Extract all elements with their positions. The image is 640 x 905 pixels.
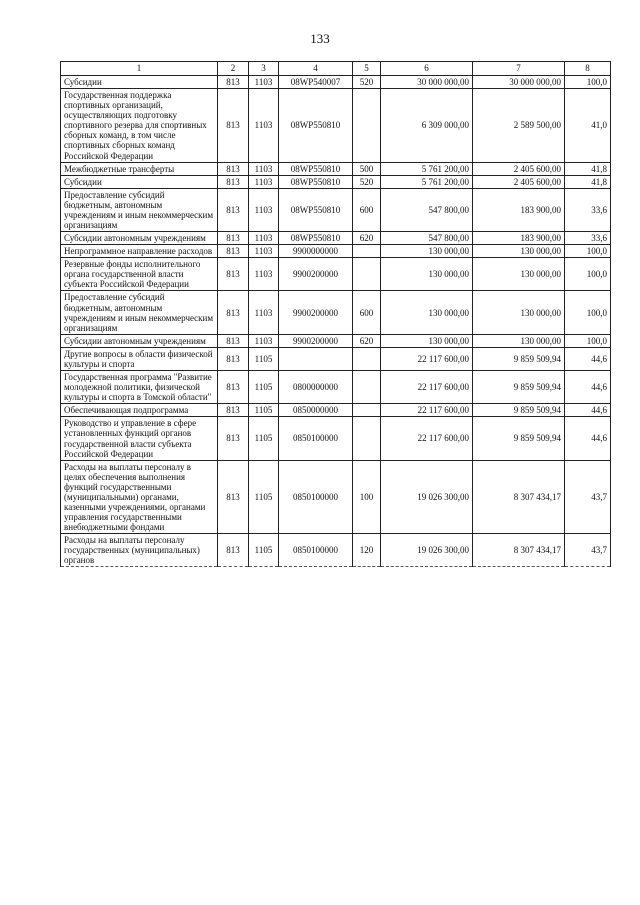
row-code-5: 620 — [353, 232, 381, 245]
row-amount-planned: 5 761 200,00 — [381, 162, 473, 175]
row-code-2: 813 — [218, 175, 249, 188]
row-amount-actual: 130 000,00 — [473, 245, 565, 258]
row-name: Предоставление субсидий бюджетным, автономным учреждениям и иным некоммерческим организациям — [61, 188, 218, 231]
row-code-4: 08WP550810 — [279, 175, 353, 188]
row-amount-planned: 22 117 600,00 — [381, 417, 473, 460]
row-amount-planned: 19 026 300,00 — [381, 534, 473, 567]
row-code-5 — [353, 347, 381, 370]
table-row — [61, 334, 611, 347]
row-code-2: 813 — [218, 334, 249, 347]
row-name: Непрограммное направление расходов — [61, 245, 218, 258]
row-code-5: 620 — [353, 334, 381, 347]
row-code-4: 0850100000 — [279, 534, 353, 567]
row-amount-planned: 547 800,00 — [381, 232, 473, 245]
row-amount-actual: 8 307 434,17 — [473, 534, 565, 567]
row-amount-planned: 130 000,00 — [381, 334, 473, 347]
row-code-3: 1105 — [249, 417, 279, 460]
row-name: Государственная поддержка спортивных организаций, осуществляющих подготовку спортивного резерва для спортивных сборных команд, в том числе спортивных сборных команд Российской Федерации — [61, 89, 218, 163]
column-header-8: 8 — [565, 62, 611, 76]
row-code-5: 600 — [353, 291, 381, 334]
row-amount-actual: 9 859 509,94 — [473, 417, 565, 460]
row-code-4: 08WP550810 — [279, 89, 353, 163]
row-code-4: 9900200000 — [279, 258, 353, 291]
table-row — [61, 258, 611, 291]
row-code-3: 1103 — [249, 258, 279, 291]
row-amount-actual: 130 000,00 — [473, 291, 565, 334]
row-code-5: 500 — [353, 162, 381, 175]
row-percent: 44,6 — [565, 404, 611, 417]
row-code-4: 0850100000 — [279, 460, 353, 534]
row-amount-actual: 30 000 000,00 — [473, 76, 565, 89]
row-code-3: 1103 — [249, 76, 279, 89]
column-header-1: 1 — [61, 62, 218, 76]
table-row — [61, 534, 611, 567]
row-percent: 44,6 — [565, 371, 611, 404]
table-row — [61, 162, 611, 175]
row-code-3: 1103 — [249, 89, 279, 163]
table-body — [61, 76, 611, 567]
row-code-5 — [353, 404, 381, 417]
table-row — [61, 460, 611, 534]
row-code-2: 813 — [218, 76, 249, 89]
row-percent: 41,8 — [565, 162, 611, 175]
row-name: Руководство и управление в сфере установленных функций органов государственной власти субъекта Российской Федерации — [61, 417, 218, 460]
table-row — [61, 291, 611, 334]
row-code-2: 813 — [218, 371, 249, 404]
row-name: Субсидии — [61, 175, 218, 188]
row-code-2: 813 — [218, 188, 249, 231]
row-code-4: 0800000000 — [279, 371, 353, 404]
row-amount-planned: 19 026 300,00 — [381, 460, 473, 534]
row-amount-actual: 2 405 600,00 — [473, 162, 565, 175]
header-row — [61, 62, 611, 76]
row-name: Расходы на выплаты персоналу в целях обеспечения выполнения функций государственными (муниципальными) органами, казенными учреждениями, органами управления государственными внебюджетными фондами — [61, 460, 218, 534]
row-code-4: 9900000000 — [279, 245, 353, 258]
row-code-5: 120 — [353, 534, 381, 567]
column-header-2: 2 — [218, 62, 249, 76]
column-header-5: 5 — [353, 62, 381, 76]
row-percent: 41,8 — [565, 175, 611, 188]
column-header-3: 3 — [249, 62, 279, 76]
row-code-2: 813 — [218, 258, 249, 291]
row-code-3: 1105 — [249, 347, 279, 370]
row-amount-actual: 8 307 434,17 — [473, 460, 565, 534]
row-code-3: 1103 — [249, 334, 279, 347]
table-row — [61, 89, 611, 163]
row-code-5 — [353, 258, 381, 291]
row-code-3: 1103 — [249, 291, 279, 334]
row-code-5: 600 — [353, 188, 381, 231]
row-code-5: 520 — [353, 175, 381, 188]
row-amount-actual: 9 859 509,94 — [473, 371, 565, 404]
table-row — [61, 245, 611, 258]
row-percent: 100,0 — [565, 76, 611, 89]
row-amount-actual: 2 589 500,00 — [473, 89, 565, 163]
row-amount-actual: 9 859 509,94 — [473, 404, 565, 417]
row-amount-planned: 130 000,00 — [381, 258, 473, 291]
row-amount-actual: 183 900,00 — [473, 232, 565, 245]
row-amount-planned: 6 309 000,00 — [381, 89, 473, 163]
row-code-2: 813 — [218, 245, 249, 258]
row-amount-actual: 9 859 509,94 — [473, 347, 565, 370]
row-percent: 100,0 — [565, 291, 611, 334]
row-name: Расходы на выплаты персоналу государственных (муниципальных) органов — [61, 534, 218, 567]
row-name: Субсидии — [61, 76, 218, 89]
row-amount-planned: 130 000,00 — [381, 291, 473, 334]
table-row — [61, 175, 611, 188]
row-code-5 — [353, 245, 381, 258]
row-percent: 44,6 — [565, 417, 611, 460]
row-amount-planned: 547 800,00 — [381, 188, 473, 231]
row-code-4: 08WP550810 — [279, 162, 353, 175]
row-amount-actual: 130 000,00 — [473, 258, 565, 291]
row-percent: 100,0 — [565, 245, 611, 258]
row-code-3: 1103 — [249, 245, 279, 258]
table-row — [61, 371, 611, 404]
table-row — [61, 347, 611, 370]
row-code-5 — [353, 417, 381, 460]
page-number: 133 — [310, 31, 330, 46]
row-code-4 — [279, 347, 353, 370]
row-name: Предоставление субсидий бюджетным, автономным учреждениям и иным некоммерческим организациям — [61, 291, 218, 334]
row-amount-planned: 5 761 200,00 — [381, 175, 473, 188]
row-code-3: 1105 — [249, 534, 279, 567]
table-row — [61, 404, 611, 417]
row-name: Другие вопросы в области физической культуры и спорта — [61, 347, 218, 370]
row-code-4: 08WP540007 — [279, 76, 353, 89]
row-amount-planned: 130 000,00 — [381, 245, 473, 258]
row-code-3: 1103 — [249, 175, 279, 188]
row-code-2: 813 — [218, 460, 249, 534]
row-code-4: 08WP550810 — [279, 188, 353, 231]
column-header-7: 7 — [473, 62, 565, 76]
row-code-2: 813 — [218, 291, 249, 334]
row-code-4: 0850100000 — [279, 417, 353, 460]
row-percent: 100,0 — [565, 258, 611, 291]
row-percent: 33,6 — [565, 188, 611, 231]
row-code-5: 520 — [353, 76, 381, 89]
row-name: Межбюджетные трансферты — [61, 162, 218, 175]
row-code-4: 9900200000 — [279, 334, 353, 347]
row-amount-planned: 22 117 600,00 — [381, 404, 473, 417]
row-code-5 — [353, 371, 381, 404]
row-percent: 33,6 — [565, 232, 611, 245]
row-code-2: 813 — [218, 534, 249, 567]
row-percent: 41,0 — [565, 89, 611, 163]
row-percent: 100,0 — [565, 334, 611, 347]
row-code-3: 1103 — [249, 188, 279, 231]
row-code-3: 1105 — [249, 460, 279, 534]
row-code-3: 1103 — [249, 162, 279, 175]
row-name: Субсидии автономным учреждениям — [61, 334, 218, 347]
column-header-4: 4 — [279, 62, 353, 76]
row-code-2: 813 — [218, 232, 249, 245]
row-code-2: 813 — [218, 347, 249, 370]
row-name: Государственная программа "Развитие молодежной политики, физической культуры и спорта в Томской области" — [61, 371, 218, 404]
row-amount-actual: 2 405 600,00 — [473, 175, 565, 188]
table-row — [61, 232, 611, 245]
row-amount-planned: 30 000 000,00 — [381, 76, 473, 89]
row-code-2: 813 — [218, 404, 249, 417]
table-row — [61, 188, 611, 231]
row-code-2: 813 — [218, 417, 249, 460]
row-amount-planned: 22 117 600,00 — [381, 371, 473, 404]
row-percent: 44,6 — [565, 347, 611, 370]
row-code-2: 813 — [218, 162, 249, 175]
row-code-2: 813 — [218, 89, 249, 163]
row-code-4: 9900200000 — [279, 291, 353, 334]
row-code-3: 1103 — [249, 232, 279, 245]
row-code-5 — [353, 89, 381, 163]
row-name: Субсидии автономным учреждениям — [61, 232, 218, 245]
row-amount-actual: 130 000,00 — [473, 334, 565, 347]
row-name: Резервные фонды исполнительного органа государственной власти субъекта Российской Федерации — [61, 258, 218, 291]
row-code-4: 0850000000 — [279, 404, 353, 417]
row-code-5: 100 — [353, 460, 381, 534]
row-percent: 43,7 — [565, 534, 611, 567]
column-header-6: 6 — [381, 62, 473, 76]
budget-table — [60, 61, 611, 567]
row-code-3: 1105 — [249, 371, 279, 404]
row-amount-planned: 22 117 600,00 — [381, 347, 473, 370]
table-row — [61, 76, 611, 89]
row-name: Обеспечивающая подпрограмма — [61, 404, 218, 417]
table-row — [61, 417, 611, 460]
row-percent: 43,7 — [565, 460, 611, 534]
row-amount-actual: 183 900,00 — [473, 188, 565, 231]
row-code-3: 1105 — [249, 404, 279, 417]
row-code-4: 08WP550810 — [279, 232, 353, 245]
